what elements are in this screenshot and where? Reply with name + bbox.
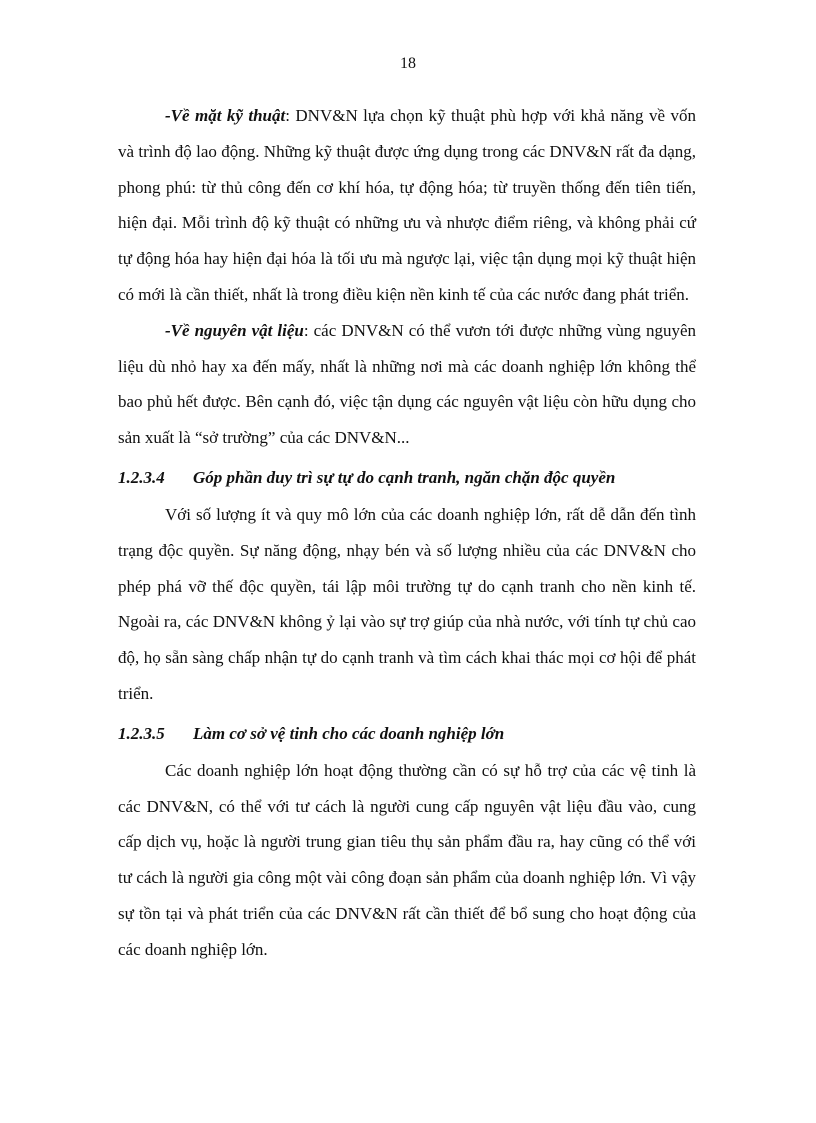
document-body — [118, 98, 696, 968]
paragraph-text: : DNV&N lựa chọn kỹ thuật phù hợp với khả năng về vốn và trình độ lao động. Những kỹ thuật được ứng dụng trong các DNV&N rất đa dạng, phong phú: từ thủ công đến cơ khí hóa, tự động hóa; từ truyền thống đến tiên tiến, hiện đại. Mỗi trình độ kỹ thuật có những ưu và nhược điểm riêng, và không phải cứ tự động hóa hay hiện đại hóa là tối ưu mà ngược lại, việc tận dụng mọi kỹ thuật hiện có mới là cần thiết, nhất là trong điều kiện nền kinh tế của các nước đang phát triển. — [118, 106, 696, 304]
paragraph-lead: -Về nguyên vật liệu — [165, 320, 304, 340]
paragraph-lead: -Về mặt kỹ thuật — [165, 106, 286, 125]
section-paragraph: Với số lượng ít và quy mô lớn của các doanh nghiệp lớn, rất dễ dẫn đến tình trạng độc quyền. Sự năng động, nhạy bén và số lượng nhiều của các DNV&N cho phép phá vỡ thế độc quyền, tái lập môi trường tự do cạnh tranh cho nền kinh tế. Ngoài ra, các DNV&N không ỷ lại vào sự trợ giúp của nhà nước, với tính tự chủ cao độ, họ sẵn sàng chấp nhận tự do cạnh tranh và tìm cách khai thác mọi cơ hội để phát triển. — [118, 504, 696, 703]
section-paragraph: Các doanh nghiệp lớn hoạt động thường cần có sự hỗ trợ của các vệ tinh là các DNV&N, có thể với tư cách là người cung cấp nguyên vật liệu đầu vào, cung cấp dịch vụ, hoặc là người trung gian tiêu thụ sản phẩm đầu ra, hay cũng có thể với tư cách là người gia công một vài công đoạn sản phẩm của doanh nghiệp lớn. Vì vậy sự tồn tại và phát triển của các DNV&N rất cần thiết để bổ sung cho hoạt động của các doanh nghiệp lớn. — [118, 760, 696, 959]
section-heading — [118, 462, 696, 493]
paragraph-technique — [118, 98, 696, 313]
page-number: 18 — [400, 55, 416, 72]
section-number: 1.2.3.5 — [118, 723, 165, 743]
section-title: Làm cơ sở vệ tinh cho các doanh nghiệp lớn — [193, 723, 505, 743]
section-number: 1.2.3.4 — [118, 467, 165, 487]
section-title: Góp phần duy trì sự tự do cạnh tranh, ngăn chặn độc quyền — [193, 467, 616, 487]
paragraph-text: : các DNV&N có thể vươn tới được những vùng nguyên liệu dù nhỏ hay xa đến mấy, nhất là những nơi mà các doanh nghiệp lớn không thể bao phủ hết được. Bên cạnh đó, việc tận dụng các nguyên vật liệu còn hữu dụng cho sản xuất là “sở trường” của các DNV&N... — [118, 320, 696, 448]
section-heading — [118, 718, 696, 749]
paragraph-materials — [118, 313, 696, 456]
